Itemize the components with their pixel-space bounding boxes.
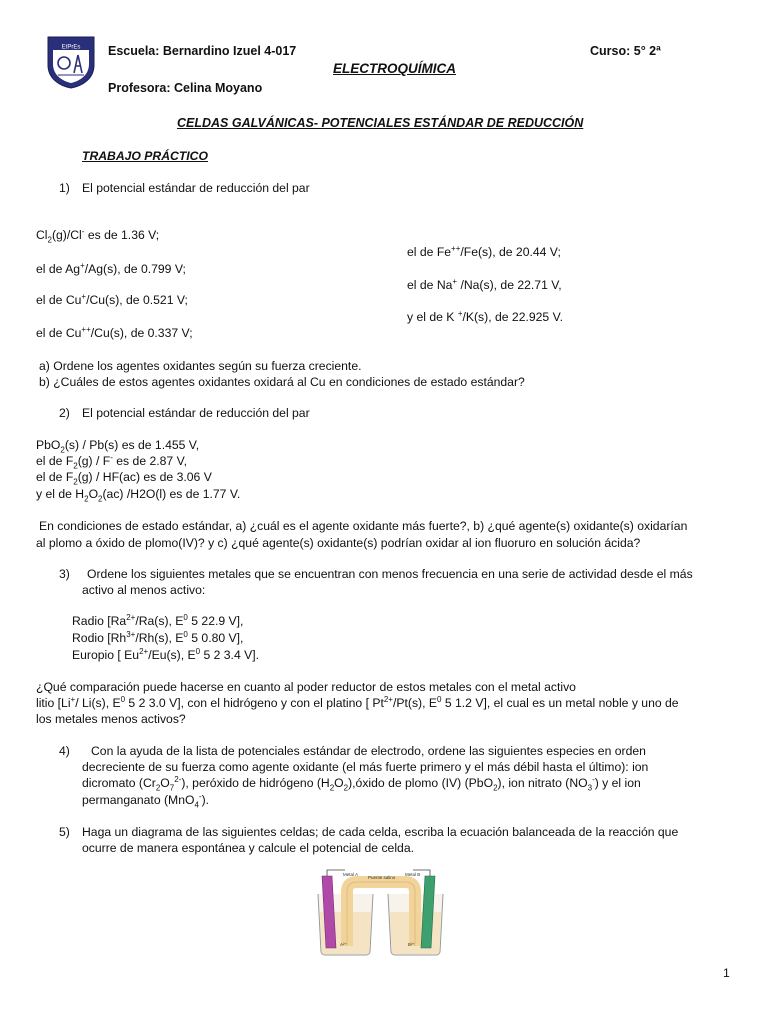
page-number: 1: [723, 966, 730, 980]
q1-pair-na: el de Na+ /Na(s), de 22.71 V,: [407, 276, 562, 292]
document-subtitle: CELDAS GALVÁNICAS- POTENCIALES ESTÁNDAR DE REDUCCIÓN: [177, 116, 584, 130]
page-title: ELECTROQUÍMICA: [333, 61, 456, 76]
metal-b-label: Metal B: [405, 872, 421, 877]
galvanic-cell-diagram: [313, 864, 448, 956]
q1-part-a: a) Ordene los agentes oxidantes según su fuerza creciente.: [39, 359, 362, 373]
q4-line-2: decreciente de su fuerza como agente oxidante (el más fuerte primero y el más débil hasta el último): ion: [82, 760, 649, 774]
school-name: Escuela: Bernardino Izuel 4-017: [108, 44, 297, 58]
q1-part-b: b) ¿Cuáles de estos agentes oxidantes oxidará al Cu en condiciones de estado estándar?: [39, 375, 525, 389]
q2-intro: El potencial estándar de reducción del par: [82, 406, 310, 420]
q4-line-1: Con la ayuda de la lista de potenciales estándar de electrodo, ordene las siguientes especies en orden: [91, 744, 646, 758]
q1-intro: El potencial estándar de reducción del par: [82, 181, 310, 195]
q3-number: 3): [59, 567, 70, 581]
ion-b-label: B²⁺: [408, 942, 415, 947]
q1-pair-cu1: el de Cu+/Cu(s), de 0.521 V;: [36, 291, 188, 307]
q2-pair-hf: el de $F_2(g) / HF(ac)$ es de 3.06 V: [36, 470, 212, 487]
q1-pair-ag: el de Ag+/Ag(s), de 0.799 V;: [36, 260, 186, 276]
q2-pair-f2: el de $F_2(g) / F^-$ es de 2.87 V,: [36, 452, 187, 471]
q2-para-1: En condiciones de estado estándar, a) ¿cuál es el agente oxidante más fuerte?, b) ¿qué agente(s) oxidante(s) oxidarían: [39, 519, 688, 533]
salt-bridge-label: Puente salino: [368, 875, 396, 880]
q4-line-4: permanganato (MnO$_4$-).: [82, 791, 210, 810]
q1-pair-cu2: el de Cu++/Cu(s), de 0.337 V;: [36, 324, 193, 340]
q2-pair-h2o2: y el de $H_2O_2(ac)$ /H2O(l) es de 1.77 V.: [36, 487, 241, 504]
q3-rodio: Rodio [$Rh^{3+}/Rh(s)$, $E^0$ 5 0.80 V],: [72, 629, 244, 645]
q3-follow-2: litio [Li+/ Li(s), $E^0$ 5 2 3.0 V], con el hidrógeno y con el platino [ $Pt^{2+}/Pt(s)$, $E^0$ 5 1.2 V], el cual es un metal noble y uno de: [36, 694, 679, 710]
metal-a-label: Metal A: [343, 872, 359, 877]
q3-follow-3: los metales menos activos?: [36, 712, 186, 726]
q2-number: 2): [59, 406, 70, 420]
q4-line-3: dicromato $(Cr_2O_7^{2-})$, peróxido de hidrógeno $(H_2O_2),óxido$ de plomo (IV) (PbO$_2$), ion nitrato $(NO_3^-)$ y el ion: [82, 774, 641, 793]
q1-pair-cl: $Cl_2(g)/Cl^-$ es de 1.36 V;: [36, 226, 160, 245]
q3-radio: Radio [$Ra^{2+}/Ra(s)$, $E^0$ 5 22.9 V],: [72, 612, 244, 628]
q5-line-2: ocurre de manera espontánea y calcule el potencial de celda.: [82, 841, 414, 855]
q5-number: 5): [59, 825, 70, 839]
teacher-name: Profesora: Celina Moyano: [108, 81, 263, 95]
q2-pair-pbo2: PbO$_2$(s) / Pb(s) es de 1.455 V,: [36, 438, 200, 455]
q2-para-2: al plomo a óxido de plomo(IV)? y c) ¿qué agente(s) oxidante(s) podrían oxidar al ion fluoruro en solución ácida?: [36, 536, 641, 550]
q5-line-1: Haga un diagrama de las siguientes celdas; de cada celda, escriba la ecuación balanceada de la reacción que: [82, 825, 679, 839]
q1-pair-fe: el de Fe++/Fe(s), de 20.44 V;: [407, 243, 561, 259]
logo-text: EtPrEs: [61, 44, 81, 51]
course-label: Curso: 5° 2ª: [590, 44, 661, 58]
q1-number: 1): [59, 181, 70, 195]
q3-europio: Europio [ $Eu^{2+}/Eu(s)$, $E^0$ 5 2 3.4 V].: [72, 646, 260, 662]
ion-a-label: A²⁺: [340, 942, 347, 947]
q1-pair-k: y el de K +/K(s), de 22.925 V.: [407, 308, 563, 324]
q4-number: 4): [59, 744, 70, 758]
section-title: TRABAJO PRÁCTICO: [82, 149, 208, 163]
school-logo: [44, 33, 98, 89]
q3-line-1: Ordene los siguientes metales que se encuentran con menos frecuencia en una serie de actividad desde el más: [87, 567, 693, 581]
q3-follow-1: ¿Qué comparación puede hacerse en cuanto al poder reductor de estos metales con el metal activo: [36, 680, 576, 694]
q3-line-2: activo al menos activo:: [82, 583, 206, 597]
